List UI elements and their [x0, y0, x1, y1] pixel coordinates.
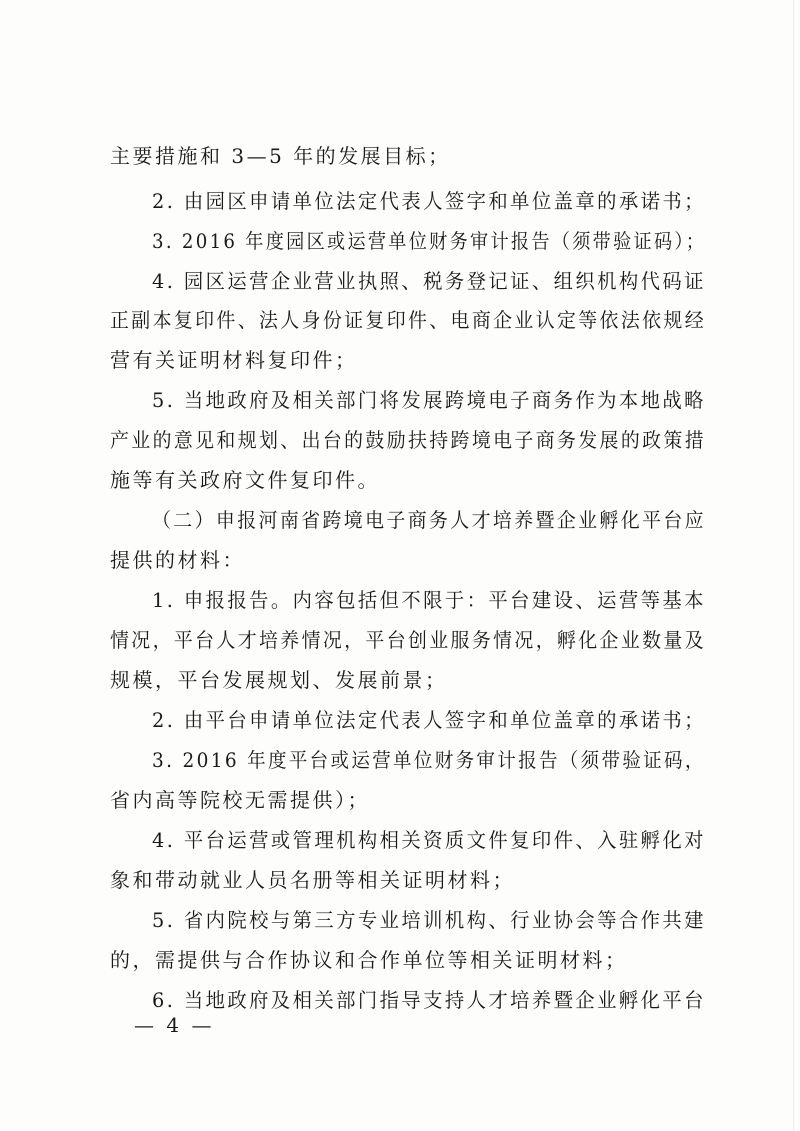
- body-line: 规模，平台发展规划、发展前景；: [110, 668, 448, 692]
- body-line: 2. 由园区申请单位法定代表人签字和单位盖章的承诺书；: [152, 189, 706, 213]
- body-line: 5. 省内院校与第三方专业培训机构、行业协会等合作共建: [152, 908, 706, 932]
- body-line: 5. 当地政府及相关部门将发展跨境电子商务作为本地战略: [152, 388, 706, 412]
- body-line: 施等有关政府文件复印件。: [110, 468, 380, 492]
- body-line: 营有关证明材料复印件；: [110, 348, 358, 372]
- body-line: 4. 平台运营或管理机构相关资质文件复印件、入驻孵化对: [152, 828, 706, 852]
- body-line: 产业的意见和规划、出台的鼓励扶持跨境电子商务发展的政策措: [110, 428, 706, 452]
- body-line: 省内高等院校无需提供）；: [110, 788, 370, 812]
- body-line: 提供的材料：: [110, 548, 245, 572]
- body-line: 4. 园区运营企业营业执照、税务登记证、组织机构代码证: [152, 269, 706, 293]
- body-line: 1. 申报报告。内容包括但不限于：平台建设、运营等基本: [152, 588, 706, 612]
- scan-edge: [793, 0, 794, 1131]
- section-heading: （二）申报河南省跨境电子商务人才培养暨企业孵化平台应: [152, 508, 706, 532]
- body-line: 象和带动就业人员名册等相关证明材料；: [110, 868, 515, 892]
- body-line: 3. 2016 年度园区或运营单位财务审计报告（须带验证码）；: [152, 229, 707, 253]
- body-line: 正副本复印件、法人身份证复印件、电商企业认定等依法依规经: [110, 308, 706, 332]
- body-line: 3. 2016 年度平台或运营单位财务审计报告（须带验证码，: [152, 748, 706, 772]
- body-line: 的，需提供与合作协议和合作单位等相关证明材料；: [110, 948, 628, 972]
- body-line: 2. 由平台申请单位法定代表人签字和单位盖章的承诺书；: [152, 708, 706, 732]
- body-line: 情况，平台人才培养情况，平台创业服务情况，孵化企业数量及: [110, 628, 706, 652]
- page-number: — 4 —: [134, 1013, 215, 1037]
- body-line: 6. 当地政府及相关部门指导支持人才培养暨企业孵化平台: [152, 988, 706, 1012]
- body-line: 主要措施和 3—5 年的发展目标；: [110, 144, 451, 168]
